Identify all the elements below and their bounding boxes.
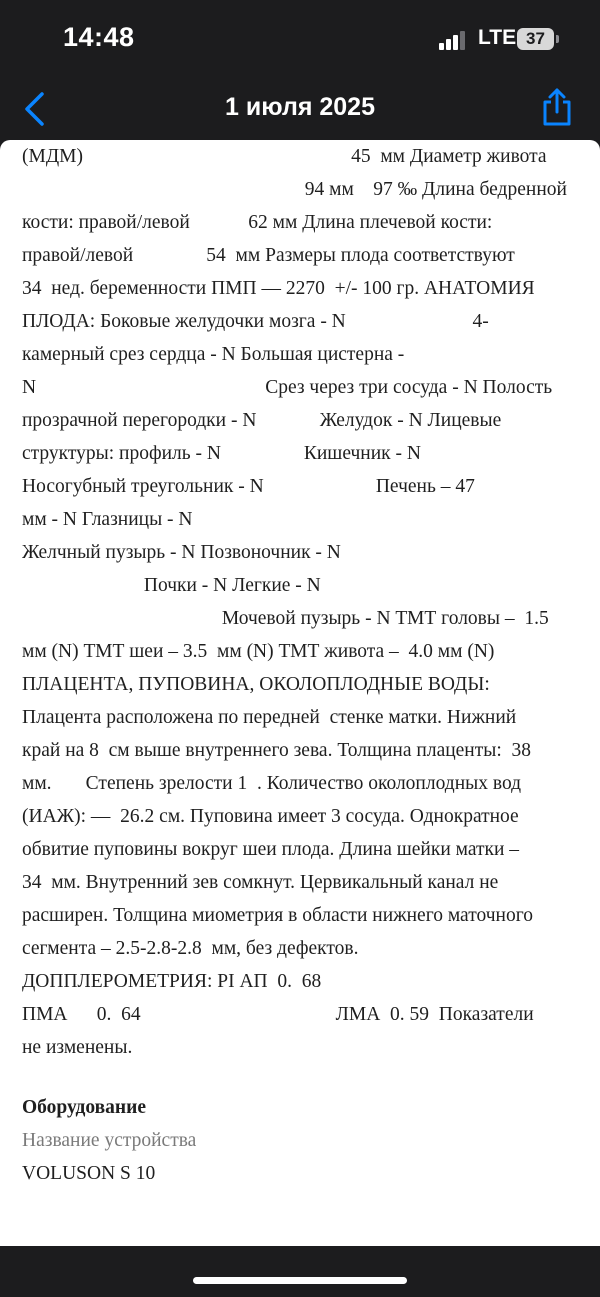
status-time: 14:48	[63, 22, 135, 52]
status-bar	[0, 0, 600, 80]
device-name-value: VOLUSON S 10	[22, 1163, 156, 1184]
equipment-heading: Оборудование	[22, 1097, 147, 1118]
report-text: (МДМ) 45 мм Диаметр живота 94 мм 97 ‰ Длина бедренной кости: правой/левой 62 мм Длина плечевой кости: правой/левой 54 мм Размеры плода соответствуют 34 нед. беременности ПМП — 2270 +/- 100 гр. АНАТОМИЯ ПЛОДА: Боковые желудочки мозга - N 4- камерный срез сердца - N Большая цистерна - N Срез через три сосуда - N Полость прозрачной перегородки - N Желудок - N Лицевые структуры: профиль - N Кишечник - N Носогубный треугольник - N Печень – 47 мм - N Глазницы - N Желчный пузырь - N Позвоночник - N Почки - N Легкие - N Мочевой пузырь - N ТМТ головы – 1.5 мм (N) ТМТ шеи – 3.5 мм (N) ТМТ живота – 4.0 мм (N) ПЛАЦЕНТА, ПУПОВИНА, ОКОЛОПЛОДНЫЕ ВОДЫ: Плацента расположена по передней стенке матки. Нижний край на 8 см выше внутреннего зева. Толщина плаценты: 38 мм. Степень зрелости 1 . Количество околоплодных вод (ИАЖ): — 26.2 см. Пуповина имеет 3 сосуда. Однократное обвитие пуповины вокруг шеи плода. Длина шейки матки – 34 мм. Внутренний зев сомкнут. Цервикальный канал не расширен. Толщина миометрия в области нижнего маточного сегмента – 2.5-2.8-2.8 мм, без дефектов. ДОППЛЕРОМЕТРИЯ: PI АП 0. 68 ПМА 0. 64 ЛМА 0. 59 Показатели не изменены.	[22, 146, 567, 1058]
battery-tip	[556, 35, 559, 43]
network-type: LTE	[478, 26, 517, 49]
report-sheet[interactable]	[0, 140, 600, 1246]
share-button[interactable]	[540, 87, 574, 127]
cellular-signal-icon	[439, 30, 467, 50]
page-title: 1 июля 2025	[225, 93, 375, 121]
device-name-label: Название устройства	[22, 1130, 197, 1151]
home-indicator[interactable]	[193, 1277, 407, 1284]
battery-icon: 37	[517, 28, 554, 50]
navigation-bar	[0, 80, 600, 140]
share-icon	[540, 87, 574, 127]
